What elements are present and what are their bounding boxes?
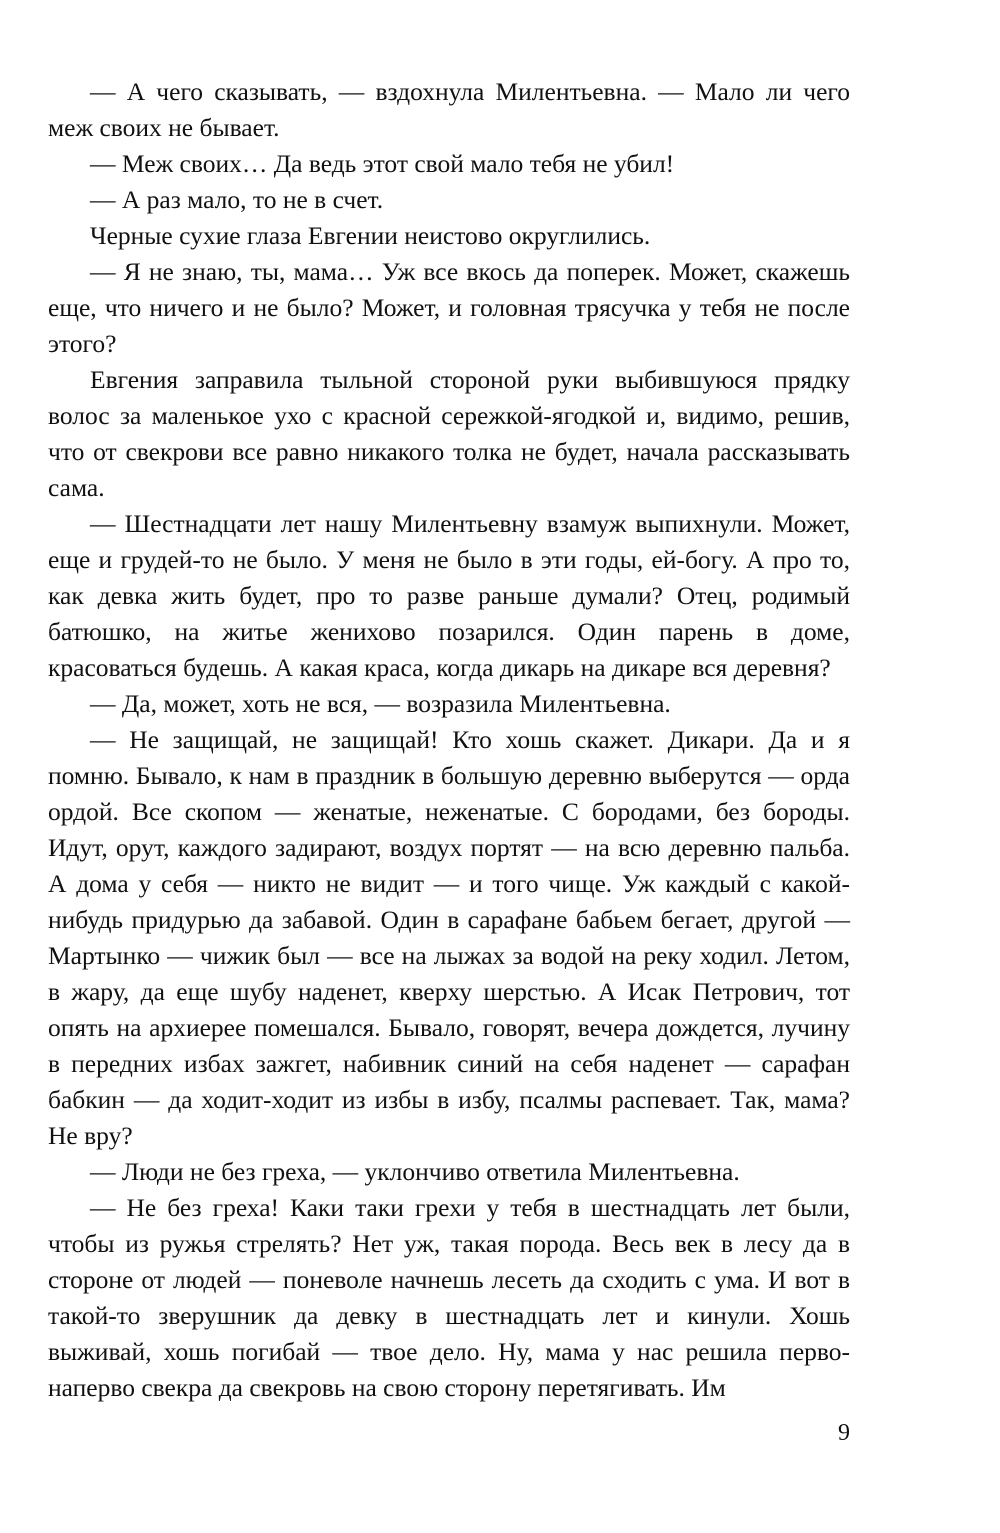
body-text [48, 74, 850, 1406]
paragraph: — Не без греха! Каки таки грехи у тебя в шестнадцать лет были, чтобы из ружья стрелять? Нет уж, такая порода. Весь век в лесу да в стороне от людей — поневоле начнешь лесеть да сходить с ума. И вот в такой-то зверушник да девку в шестнадцать лет и кинули. Хошь выживай, хошь погибай — твое дело. Ну, мама у нас решила перво-наперво свекра да свекровь на свою сторону перетягивать. Им [48, 1193, 850, 1402]
paragraph: — Меж своих… Да ведь этот свой мало тебя не убил! [90, 149, 675, 178]
paragraph: Евгения заправила тыльной стороной руки выбившуюся прядку волос за маленькое ухо с красной сережкой-ягодкой и, видимо, решив, что от свекрови все равно никакого толка не будет, начала рассказывать сама. [48, 365, 850, 502]
paragraph: — Шестнадцати лет нашу Милентьевну взамуж выпихнули. Может, еще и грудей-то не было. У меня не было в эти годы, ей-богу. А про то, как девка жить будет, про то разве раньше думали? Отец, родимый батюшко, на житье женихово позарился. Один парень в доме, красоваться будешь. А какая краса, когда дикарь на дикаре вся деревня? [48, 509, 850, 682]
paragraph: — Люди не без греха, — уклончиво ответила Милентьевна. [90, 1157, 740, 1186]
paragraph: — Не защищай, не защищай! Кто хошь скажет. Дикари. Да и я помню. Бывало, к нам в праздник в большую деревню выберутся — орда ордой. Все скопом — женатые, неженатые. С бородами, без бороды. Идут, орут, каждого задирают, воздух портят — на всю деревню пальба. А дома у себя — никто не видит — и того чище. Уж каждый с какой-нибудь придурью да забавой. Один в сарафане бабьем бегает, другой — Мартынко — чижик был — все на лыжах за водой на реку ходил. Летом, в жару, да еще шубу наденет, кверху шерстью. А Исак Петрович, тот опять на архиерее помешался. Бывало, говорят, вечера дождется, лучину в передних избах зажгет, набивник синий на себя наденет — сарафан бабкин — да ходит-ходит из избы в избу, псалмы распевает. Так, мама? Не вру? [48, 725, 850, 1150]
paragraph: — А раз мало, то не в счет. [90, 185, 384, 214]
paragraph: — А чего сказывать, — вздохнула Милентьевна. — Мало ли чего меж своих не бывает. [48, 77, 850, 142]
page-number: 9 [838, 1420, 850, 1446]
paragraph: — Я не знаю, ты, мама… Уж все вкось да поперек. Может, скажешь еще, что ничего и не было? Может, и головная трясучка у тебя не после этого? [48, 257, 850, 358]
paragraph: Черные сухие глаза Евгении неистово округлились. [90, 221, 651, 250]
paragraph: — Да, может, хоть не вся, — возразила Милентьевна. [90, 689, 671, 718]
